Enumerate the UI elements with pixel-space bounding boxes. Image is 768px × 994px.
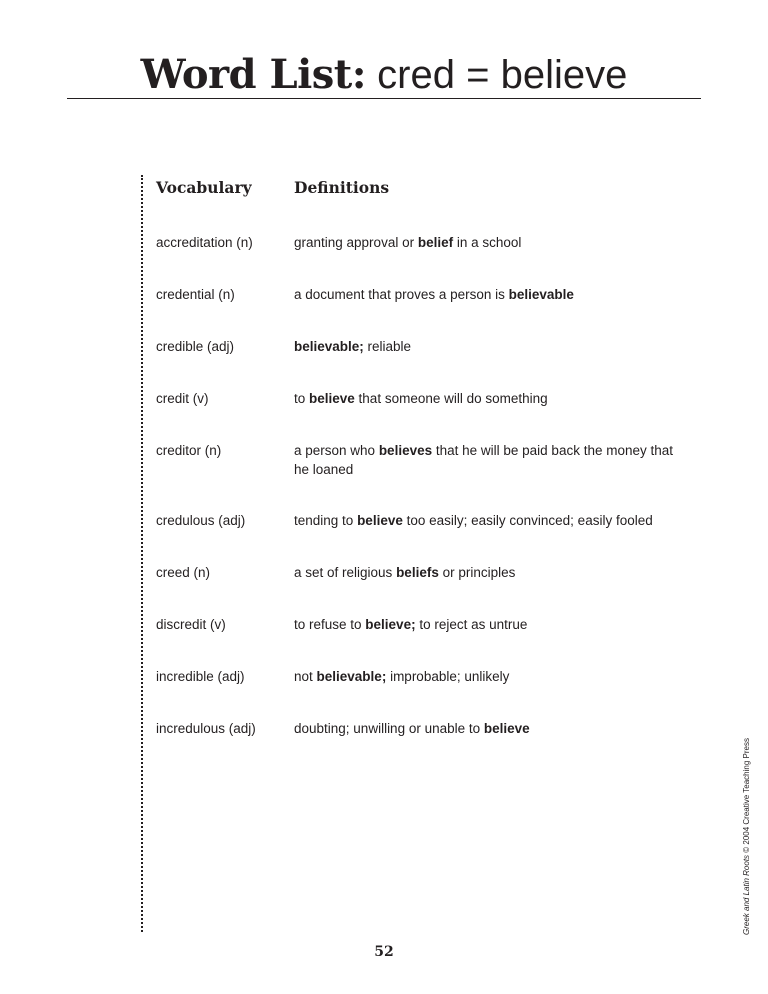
- definition-text: in a school: [453, 235, 522, 250]
- definition-text: a person who: [294, 443, 379, 458]
- definition-text: reliable: [363, 339, 412, 354]
- vocabulary-word: credential (n): [156, 287, 235, 302]
- vocabulary-word: incredulous (adj): [156, 721, 256, 736]
- book-title: Greek and Latin Roots: [742, 854, 751, 935]
- definition: [294, 233, 684, 252]
- definition-keyword: believe;: [365, 617, 416, 632]
- definition-text: too easily; easily convinced; easily fooled: [402, 513, 653, 528]
- definition-text: a set of religious: [294, 565, 397, 580]
- title-root: cred = believe: [377, 53, 628, 97]
- dotted-margin-line: [141, 175, 143, 932]
- definition-keyword: believes: [378, 443, 433, 458]
- definition-keyword: beliefs: [396, 565, 439, 580]
- definition-keyword: believable: [508, 287, 574, 302]
- definition: [294, 337, 684, 356]
- definition: [294, 563, 684, 582]
- page-title: [0, 52, 768, 98]
- definition-keyword: believe: [483, 721, 530, 736]
- definition-text: or principles: [438, 565, 516, 580]
- definition-text: a document that proves a person is: [294, 287, 509, 302]
- vocabulary-word: credible (adj): [156, 339, 235, 354]
- definition-keyword: believe: [357, 513, 403, 528]
- definition-keyword: believe: [309, 391, 355, 406]
- definition-text: that someone will do something: [354, 391, 548, 406]
- page-number: 52: [374, 944, 394, 960]
- definition: [294, 511, 684, 530]
- title-rule: [67, 98, 701, 99]
- definition-text: not: [294, 669, 317, 684]
- vocabulary-word: creditor (n): [156, 443, 222, 458]
- definition: [294, 667, 684, 686]
- copyright-text: © 2004 Creative Teaching Press: [742, 738, 751, 855]
- definition-text: improbable; unlikely: [386, 669, 510, 684]
- definition: [294, 285, 684, 304]
- vocabulary-word: credulous (adj): [156, 513, 246, 528]
- definition-text: tending to: [294, 513, 358, 528]
- definition-text: to refuse to: [294, 617, 366, 632]
- definition-keyword: belief: [417, 235, 454, 250]
- definition-text: doubting; unwilling or unable to: [294, 721, 484, 736]
- definition: [294, 719, 684, 738]
- definitions-header: Definitions: [294, 178, 390, 197]
- definition-text: to: [294, 391, 310, 406]
- definition: [294, 441, 684, 479]
- copyright-notice: [742, 738, 751, 935]
- vocabulary-word: incredible (adj): [156, 669, 245, 684]
- title-word-list: Word List:: [140, 51, 367, 98]
- definition-text: that he will be paid back the money that he loaned: [294, 443, 674, 477]
- vocabulary-word: accreditation (n): [156, 235, 253, 250]
- vocabulary-word: credit (v): [156, 391, 209, 406]
- definition: [294, 615, 684, 634]
- definition-text: granting approval or: [294, 235, 418, 250]
- vocabulary-header: Vocabulary: [156, 178, 252, 197]
- vocabulary-word: discredit (v): [156, 617, 226, 632]
- definition-keyword: believable;: [294, 339, 364, 354]
- definition-keyword: believable;: [316, 669, 387, 684]
- definition-text: to reject as untrue: [415, 617, 528, 632]
- definition: [294, 389, 684, 408]
- vocabulary-word: creed (n): [156, 565, 211, 580]
